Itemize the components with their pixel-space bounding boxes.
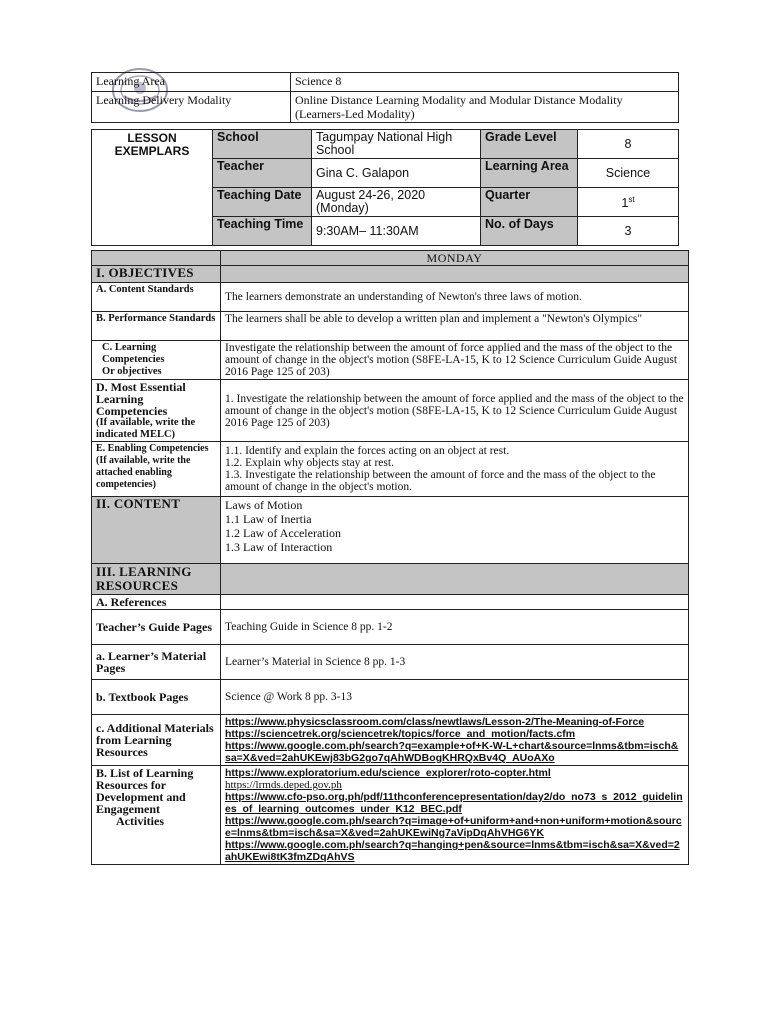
resource-link[interactable]: https://sciencetrek.org/sciencetrek/topics/force_and_motion/facts.cfm [225, 728, 576, 740]
teaching-date-label: Teaching Date [213, 188, 312, 217]
days-value: 3 [578, 217, 679, 246]
content-standards-label: A. Content Standards [92, 283, 221, 312]
header-table [91, 72, 679, 123]
teacher-value: Gina C. Galapon [312, 159, 481, 188]
resource-link[interactable]: https://www.google.com.ph/search?q=image+of+uniform+and+non+uniform+motion&source=lnms&tbm=isch&sa=X&ved=2ahUKEwiNg7aVipDqAhVHG6YK [225, 815, 682, 839]
additional-materials-links [221, 715, 689, 766]
learning-area-value: Science 8 [291, 73, 679, 92]
resource-link[interactable]: https://www.cfo-pso.org.ph/pdf/11thconferencepresentation/day2/do_no73_s_2012_guidelines_of_learning_outcomes_under_K12_BEC.pdf [225, 791, 683, 815]
competencies-label: C. Learning Competencies Or objectives [92, 341, 221, 380]
content-list: Laws of Motion 1.1 Law of Inertia 1.2 Law of Acceleration 1.3 Law of Interaction [221, 497, 689, 564]
content-heading: II. CONTENT [92, 497, 221, 564]
competencies-text: Investigate the relationship between the amount of force applied and the mass of the object to the amount of change in the object's motion (S8FE-LA-15, K to 12 Science Curriculum Guide August 2016 Page 125 of 203) [221, 341, 689, 380]
quarter-value: 1st [578, 188, 679, 217]
content-standards-text: The learners demonstrate an understanding of Newton's three laws of motion. [221, 283, 689, 312]
references-label: A. References [92, 595, 221, 610]
resource-link[interactable]: https://www.google.com.ph/search?q=hanging+pen&source=lnms&tbm=isch&sa=X&ved=2ahUKEwi8tK3fmZDqAhVS [225, 839, 680, 863]
performance-standards-label: B. Performance Standards [92, 312, 221, 341]
grade-level-label: Grade Level [481, 130, 578, 159]
lesson-info-table [91, 129, 679, 246]
teachers-guide-text: Teaching Guide in Science 8 pp. 1-2 [221, 610, 689, 645]
resource-link[interactable]: https://www.physicsclassroom.com/class/newtlaws/Lesson-2/The-Meaning-of-Force [225, 716, 645, 728]
resource-link[interactable]: https://www.exploratorium.edu/science_explorer/roto-copter.html [225, 767, 551, 779]
delivery-modality-value: Online Distance Learning Modality and Modular Distance Modality (Learners-Led Modality) [291, 92, 679, 123]
days-label: No. of Days [481, 217, 578, 246]
learning-area-info-value: Science [578, 159, 679, 188]
resource-link[interactable]: https://lrmds.deped.gov.ph [225, 779, 342, 791]
teachers-guide-label: Teacher’s Guide Pages [92, 610, 221, 645]
list-resources-links [221, 766, 689, 865]
lesson-plan-table [91, 250, 689, 865]
learning-area-info-label: Learning Area [481, 159, 578, 188]
learners-material-label: a. Learner’s Material Pages [92, 645, 221, 680]
performance-standards-text: The learners shall be able to develop a written plan and implement a "Newton's Olympics" [221, 312, 689, 341]
teaching-time-label: Teaching Time [213, 217, 312, 246]
teaching-time-value: 9:30AM– 11:30AM [312, 217, 481, 246]
textbook-label: b. Textbook Pages [92, 680, 221, 715]
grade-level-value: 8 [578, 130, 679, 159]
school-label: School [213, 130, 312, 159]
school-value: Tagumpay National High School [312, 130, 481, 159]
learning-area-label: Learning Area [92, 73, 291, 92]
additional-materials-label: c. Additional Materials from Learning Resources [92, 715, 221, 766]
melc-text: 1. Investigate the relationship between the amount of force applied and the mass of the object to the amount of change in the object's motion (S8FE-LA-15, K to 12 Science Curriculum Guide August 2016 Page 125 of 203) [221, 380, 689, 442]
objectives-heading: I. OBJECTIVES [92, 266, 221, 283]
enabling-label: E. Enabling Competencies (If available, write the attached enabling competencies) [92, 442, 221, 497]
textbook-text: Science @ Work 8 pp. 3-13 [221, 680, 689, 715]
resources-heading: III. LEARNING RESOURCES [92, 564, 221, 595]
lesson-exemplars-title: LESSON EXEMPLARS [92, 130, 213, 246]
melc-label: D. Most Essential Learning Competencies (If available, write the indicated MELC) [92, 380, 221, 442]
list-resources-label: B. List of Learning Resources for Development and Engagement Activities [92, 766, 221, 865]
resource-link[interactable]: https://www.google.com.ph/search?q=example+of+K-W-L+chart&source=lnms&tbm=isch&sa=X&ved=2ahUKEwj83bG2go7qAhWDBogKHRQxBv4Q_AUoAXo [225, 740, 679, 764]
quarter-label: Quarter [481, 188, 578, 217]
enabling-text: 1.1. Identify and explain the forces acting on an object at rest. 1.2. Explain why objects stay at rest. 1.3. Investigate the relationship between the amount of force and the mass of the object to the amount of change in the object's motion. [221, 442, 689, 497]
learners-material-text: Learner’s Material in Science 8 pp. 1-3 [221, 645, 689, 680]
teaching-date-value: August 24-26, 2020 (Monday) [312, 188, 481, 217]
teacher-label: Teacher [213, 159, 312, 188]
delivery-modality-label: Learning Delivery Modality [92, 92, 291, 123]
day-header: MONDAY [221, 251, 689, 266]
